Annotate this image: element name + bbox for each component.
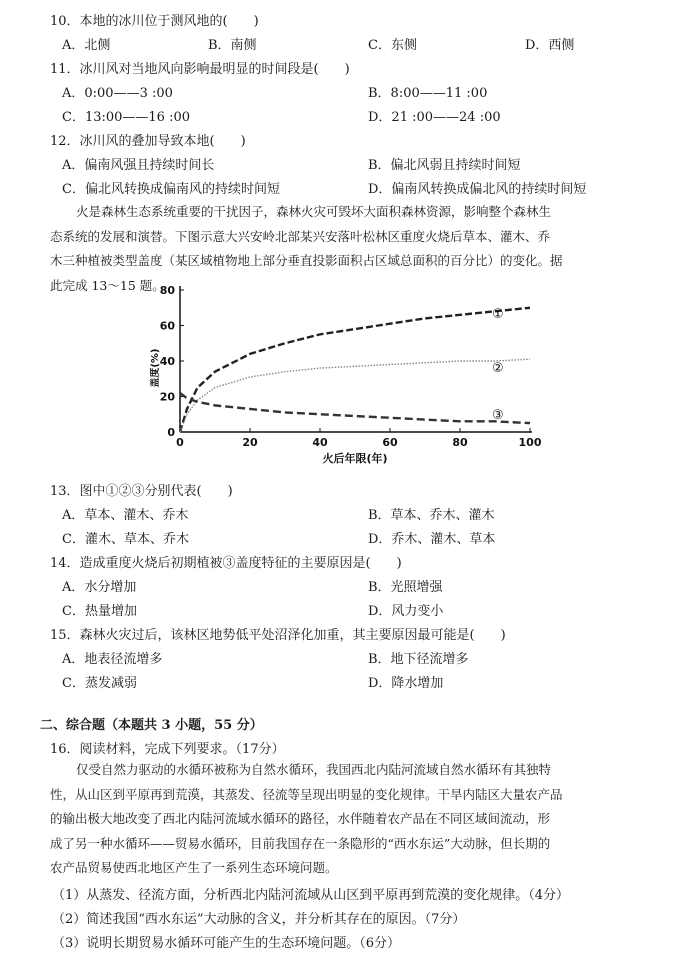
passage-line: 此完成 13～15 题。 bbox=[50, 277, 165, 293]
section-heading: 二、综合题（本题共 3 小题，55 分） bbox=[40, 718, 263, 733]
question-14-stem: 14．造成重度火烧后初期植被③盖度特征的主要原因是( ) bbox=[50, 556, 402, 571]
q13-option-a: A．草本、灌木、乔木 bbox=[62, 508, 189, 523]
q13-option-c: C．灌木、草本、乔木 bbox=[62, 532, 189, 547]
series-label-2: ② bbox=[492, 361, 504, 377]
q13-option-b: B．草本、乔木、灌木 bbox=[368, 508, 495, 523]
q12-option-b: B．偏北风弱且持续时间短 bbox=[368, 158, 521, 173]
x-tick-label: 20 bbox=[242, 436, 258, 449]
y-tick-label: 80 bbox=[159, 284, 175, 297]
question-16-stem: 16．阅读材料，完成下列要求。（17分） bbox=[50, 742, 285, 757]
passage-line: 木三种植被类型盖度（某区域植物地上部分垂直投影面积占区域总面积的百分比）的变化。据 bbox=[50, 253, 563, 269]
q13-option-d: D．乔木、灌木、草本 bbox=[368, 532, 496, 547]
series-label-1: ① bbox=[492, 306, 504, 322]
question-15-stem: 15．森林火灾过后，该林区地势低平处沼泽化加重，其主要原因最可能是( ) bbox=[50, 628, 506, 643]
passage-water-cycle bbox=[50, 758, 650, 881]
q11-option-d: D．21 :00——24 :00 bbox=[368, 110, 501, 125]
q16-sub-3: （3）说明长期贸易水循环可能产生的生态环境问题。（6分） bbox=[52, 936, 401, 951]
passage-line: 态系统的发展和演替。下图示意大兴安岭北部某兴安落叶松林区重度火烧后草本、灌木、乔 bbox=[50, 228, 551, 244]
passage-line: 成了另一种水循环——贸易水循环，目前我国存在一条隐形的“西水东运”大动脉，但长期的 bbox=[50, 835, 551, 851]
series-label-3: ③ bbox=[492, 408, 504, 424]
q10-option-b: B．南侧 bbox=[208, 38, 257, 53]
passage-line: 农产品贸易使西北地区产生了一系列生态环境问题。 bbox=[50, 860, 338, 876]
q11-option-a: A．0:00——3 :00 bbox=[62, 86, 173, 101]
q11-option-c: C．13:00——16 :00 bbox=[62, 110, 191, 125]
x-tick-label: 60 bbox=[382, 436, 398, 449]
q15-option-b: B．地下径流增多 bbox=[368, 652, 469, 667]
q12-option-c: C．偏北风转换成偏南风的持续时间短 bbox=[62, 182, 280, 197]
q14-option-d: D．风力变小 bbox=[368, 604, 444, 619]
x-tick-label: 100 bbox=[518, 436, 542, 449]
x-tick-label: 80 bbox=[452, 436, 468, 449]
q16-sub-1: （1）从蒸发、径流方面，分析西北内陆河流域从山区到平原再到荒漠的变化规律。（4分） bbox=[52, 888, 570, 903]
passage-line: 性，从山区到平原再到荒漠，其蒸发、径流等呈现出明显的变化规律。干旱内陆区大量农产品 bbox=[50, 786, 563, 802]
q14-option-a: A．水分增加 bbox=[62, 580, 137, 595]
question-12-stem: 12．冰川风的叠加导致本地( ) bbox=[50, 134, 246, 149]
q11-option-b: B．8:00——11 :00 bbox=[368, 86, 488, 101]
passage-line: 仅受自然力驱动的水循环被称为自然水循环，我国西北内陆河流域自然水循环有其独特 bbox=[76, 762, 552, 777]
q14-option-b: B．光照增强 bbox=[368, 580, 443, 595]
q12-option-a: A．偏南风强且持续时间长 bbox=[62, 158, 215, 173]
q10-option-d: D．西侧 bbox=[525, 38, 575, 53]
q15-option-d: D．降水增加 bbox=[368, 676, 444, 691]
y-tick-label: 60 bbox=[159, 319, 175, 333]
q15-option-c: C．蒸发减弱 bbox=[62, 676, 137, 691]
passage-line: 的输出极大地改变了西北内陆河流域水循环的路径，水伴随着农产品在不同区域间流动，形 bbox=[50, 811, 551, 827]
question-10-stem: 10．本地的冰川位于测风地的( ) bbox=[50, 14, 259, 29]
x-tick-label: 40 bbox=[312, 436, 328, 449]
y-axis-label: 盖度(%) bbox=[150, 348, 161, 388]
question-13-stem: 13．图中①②③分别代表( ) bbox=[50, 484, 233, 499]
q12-option-d: D．偏南风转换成偏北风的持续时间短 bbox=[368, 182, 587, 197]
question-11-stem: 11．冰川风对当地风向影响最明显的时间段是( ) bbox=[50, 62, 350, 77]
x-axis-label: 火后年限(年) bbox=[322, 452, 388, 465]
q15-option-a: A．地表径流增多 bbox=[62, 652, 163, 667]
q16-sub-2: （2）简述我国“西水东运”大动脉的含义，并分析其存在的原因。（7分） bbox=[52, 912, 466, 927]
x-tick-label: 0 bbox=[176, 436, 184, 449]
q10-option-c: C．东侧 bbox=[368, 38, 417, 53]
q14-option-c: C．热量增加 bbox=[62, 604, 137, 619]
y-tick-label: 40 bbox=[159, 355, 175, 368]
y-tick-label: 20 bbox=[159, 390, 175, 404]
passage-line: 火是森林生态系统重要的干扰因子，森林火灾可毁坏大面积森林资源，影响整个森林生 bbox=[76, 204, 552, 219]
q10-option-a: A．北侧 bbox=[62, 38, 111, 53]
series-line-3 bbox=[180, 393, 530, 423]
series-line-1 bbox=[180, 308, 530, 432]
y-tick-label: 0 bbox=[167, 426, 175, 439]
vegetation-coverage-chart bbox=[150, 282, 550, 472]
